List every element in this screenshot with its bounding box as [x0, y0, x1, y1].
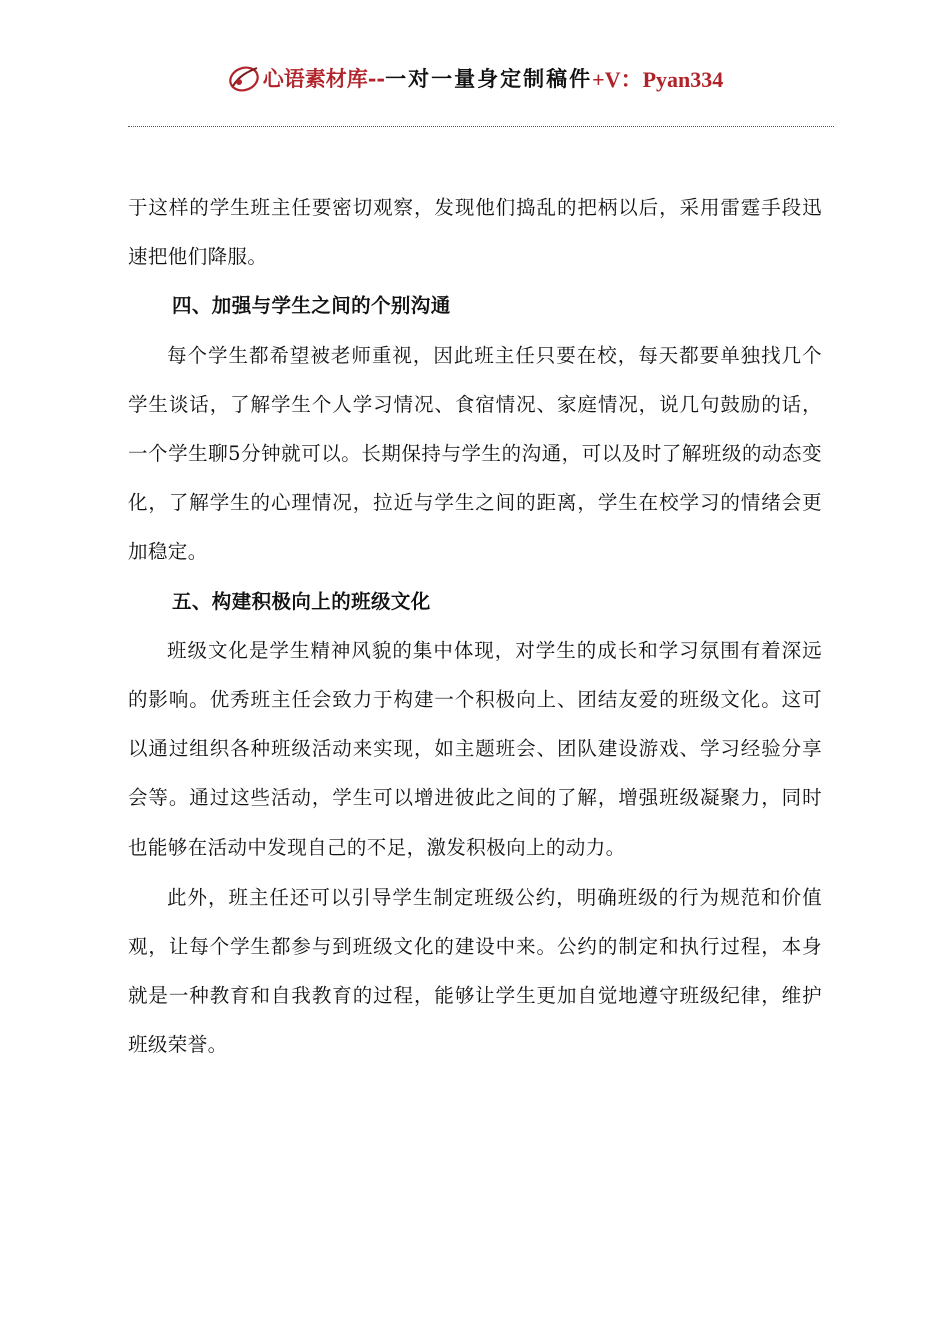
paragraph: 每个学生都希望被老师重视，因此班主任只要在校，每天都要单独找几个学生谈话，了解学生个人学习情况、食宿情况、家庭情况，说几句鼓励的话，一个学生聊5分钟就可以。长期保持与学生的沟通，可以及时了解班级的动态变化，了解学生的心理情况，拉近与学生之间的距离，学生在校学习的情绪会更加稳定。 — [128, 343, 822, 564]
brand-name: 心语素材库 — [262, 66, 368, 91]
header-divider — [128, 126, 834, 127]
header-separator: -- — [367, 65, 386, 91]
header-inner — [227, 62, 724, 94]
page-header — [0, 62, 950, 102]
header-tagline: 一对一量身定制稿件 — [385, 66, 593, 91]
section-heading: 四、加强与学生之间的个别沟通 — [172, 294, 451, 318]
section-heading: 五、构建积极向上的班级文化 — [172, 589, 431, 613]
brand-logo-icon — [227, 62, 263, 94]
paragraph: 于这样的学生班主任要密切观察，发现他们捣乱的把柄以后，采用雷霆手段迅速把他们降服。 — [128, 196, 822, 269]
document-body — [128, 183, 822, 1070]
paragraph: 此外，班主任还可以引导学生制定班级公约，明确班级的行为规范和价值观，让每个学生都参与到班级文化的建设中来。公约的制定和执行过程，本身就是一种教育和自我教育的过程，能够让学生更加自觉地遵守班级纪律，维护班级荣誉。 — [128, 885, 822, 1057]
paragraph: 班级文化是学生精神风貌的集中体现，对学生的成长和学习氛围有着深远的影响。优秀班主任会致力于构建一个积极向上、团结友爱的班级文化。这可以通过组织各种班级活动来实现，如主题班会、团队建设游戏、学习经验分享会等。通过这些活动，学生可以增进彼此之间的了解，增强班级凝聚力，同时也能够在活动中发现自己的不足，激发积极向上的动力。 — [128, 638, 822, 859]
header-contact: +V：Pyan334 — [592, 66, 724, 92]
